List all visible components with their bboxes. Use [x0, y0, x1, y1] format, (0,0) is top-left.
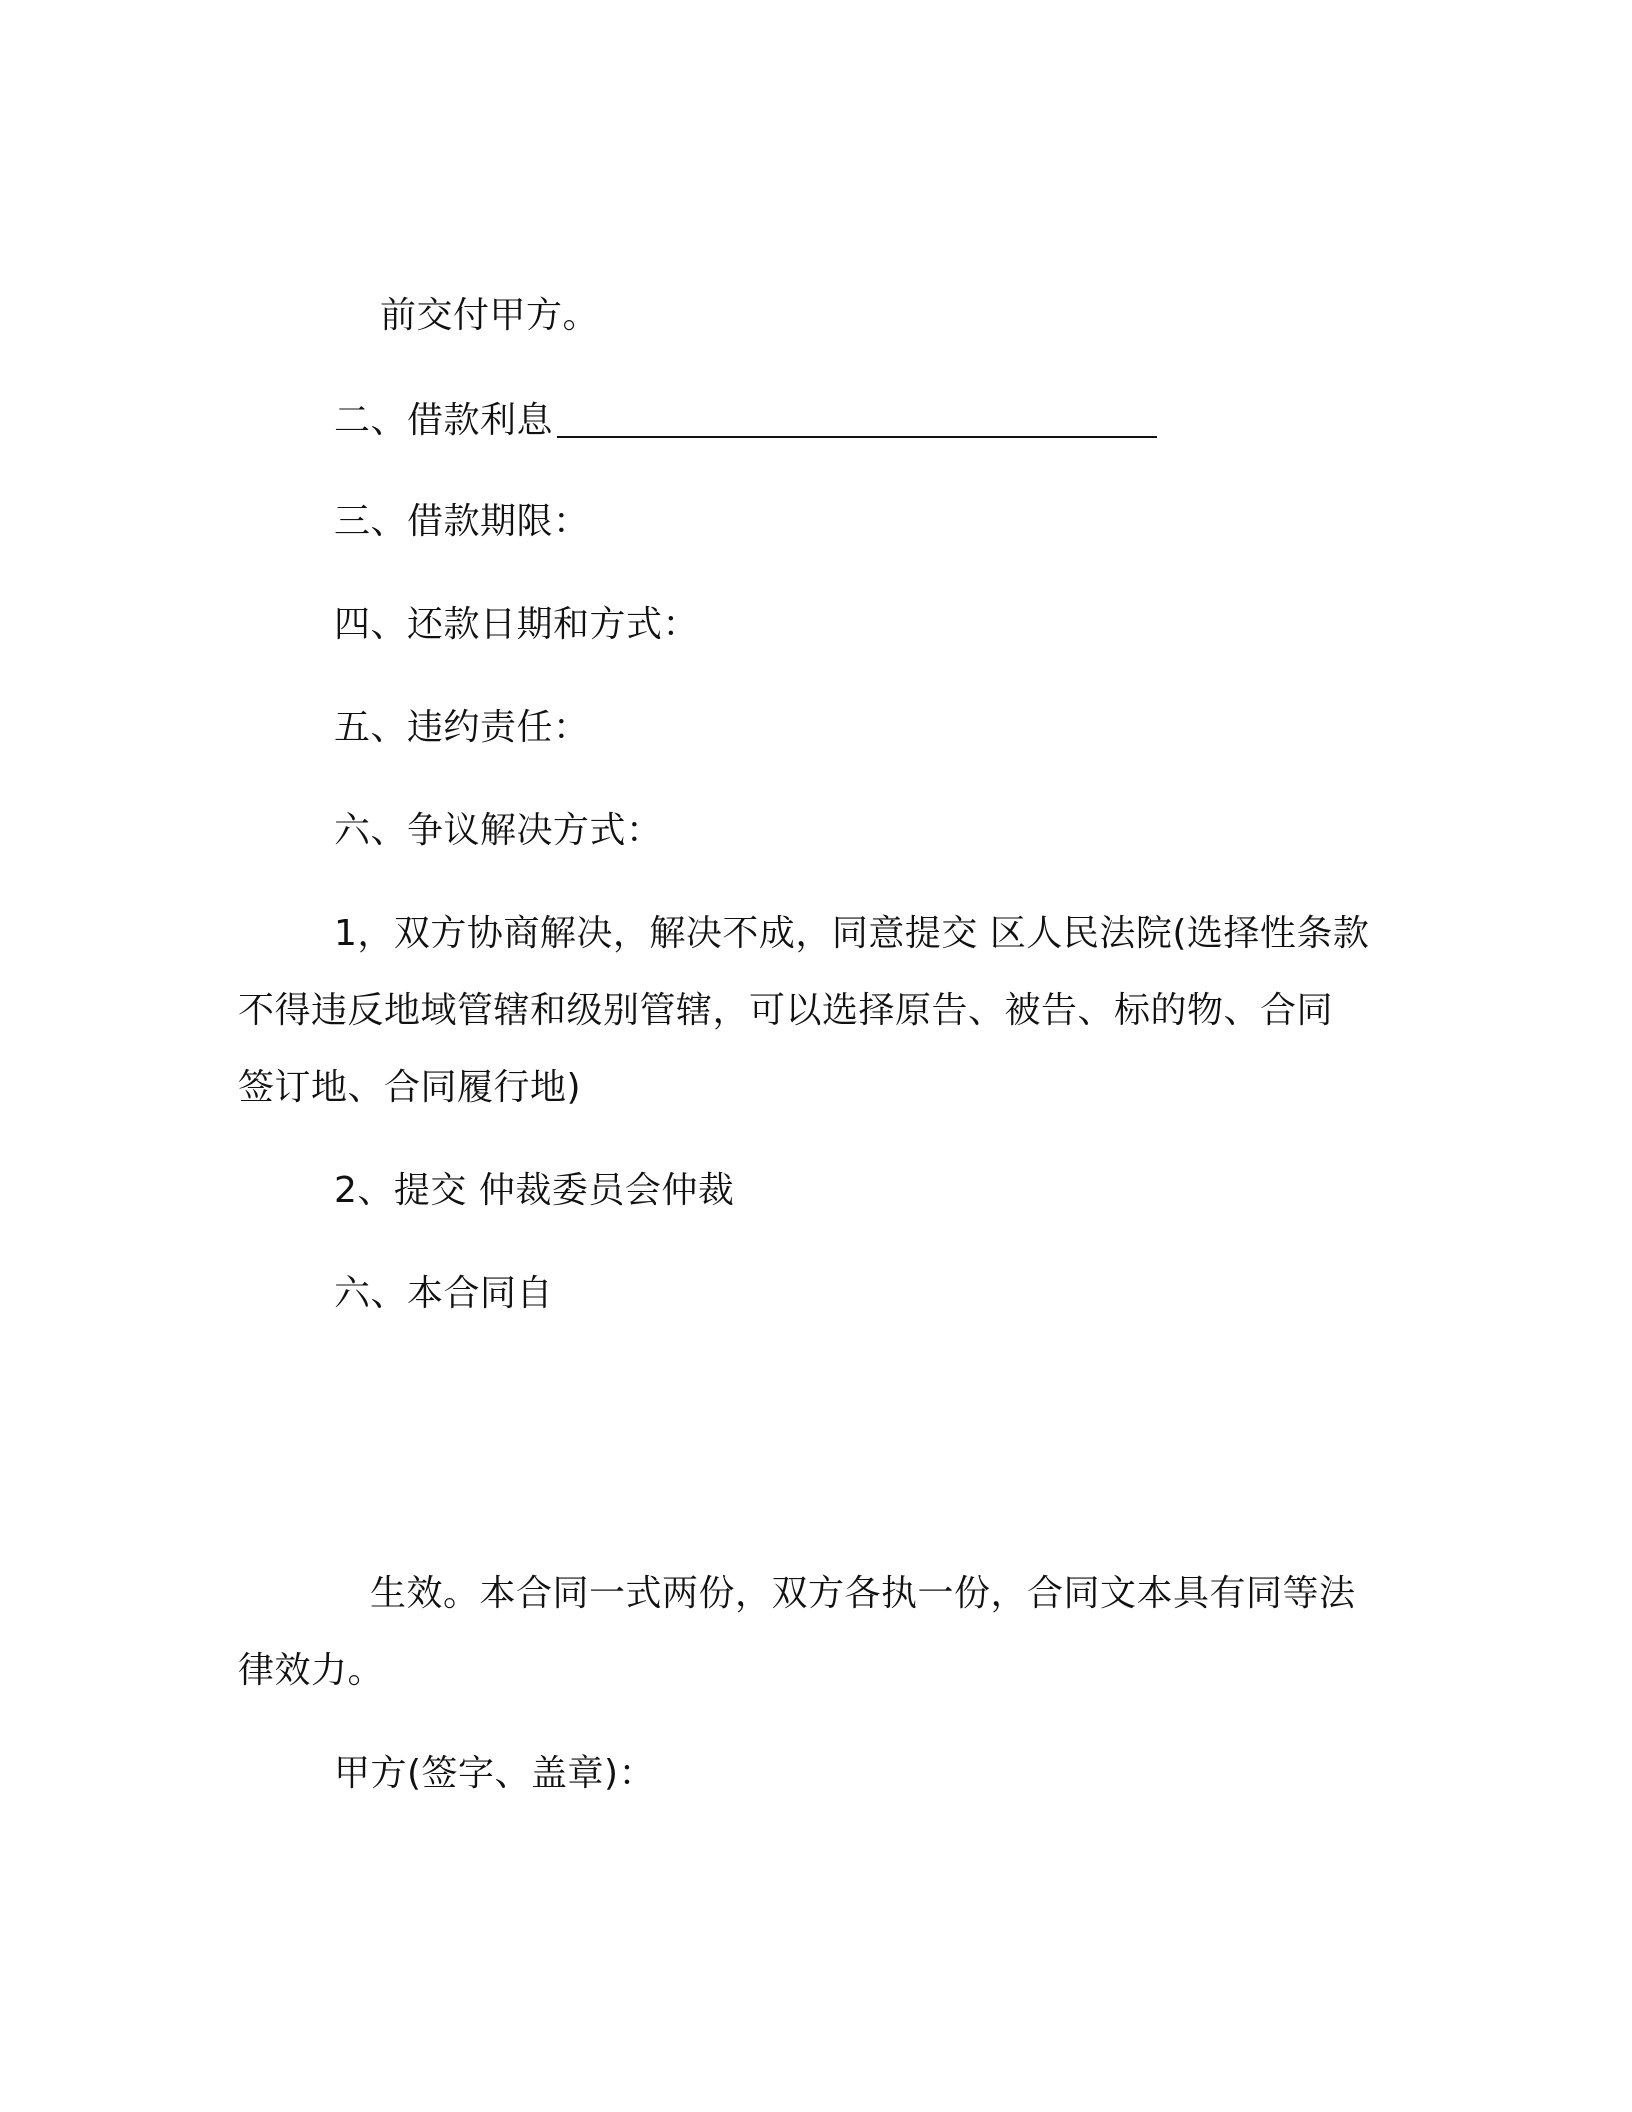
- dispute-option-2: 2、提交 仲裁委员会仲裁: [334, 1170, 735, 1211]
- party-a-signature: 甲方(签字、盖章)：: [334, 1753, 656, 1794]
- dispute-option-1-line-3: 签订地、合同履行地): [238, 1067, 582, 1108]
- effective-line-1: 生效。本合同一式两份，双方各执一份，合同文本具有同等法: [370, 1573, 1356, 1614]
- clause-interest-label: 二、借款利息: [334, 400, 554, 441]
- clause-interest: [334, 399, 1157, 443]
- clause-term: 三、借款期限：: [334, 501, 590, 542]
- effective-line-2: 律效力。: [238, 1650, 385, 1691]
- text-line-delivery: 前交付甲方。: [380, 295, 600, 336]
- clause-dispute: 六、争议解决方式：: [334, 810, 663, 851]
- clause-effective: 六、本合同自: [334, 1273, 554, 1314]
- clause-liability: 五、违约责任：: [334, 707, 590, 748]
- interest-blank-underline: [557, 436, 1157, 438]
- dispute-option-1-line-2: 不得违反地域管辖和级别管辖，可以选择原告、被告、标的物、合同: [238, 990, 1334, 1031]
- clause-repayment: 四、还款日期和方式：: [334, 604, 700, 645]
- dispute-option-1-line-1: 1，双方协商解决，解决不成，同意提交 区人民法院(选择性条款: [334, 913, 1370, 954]
